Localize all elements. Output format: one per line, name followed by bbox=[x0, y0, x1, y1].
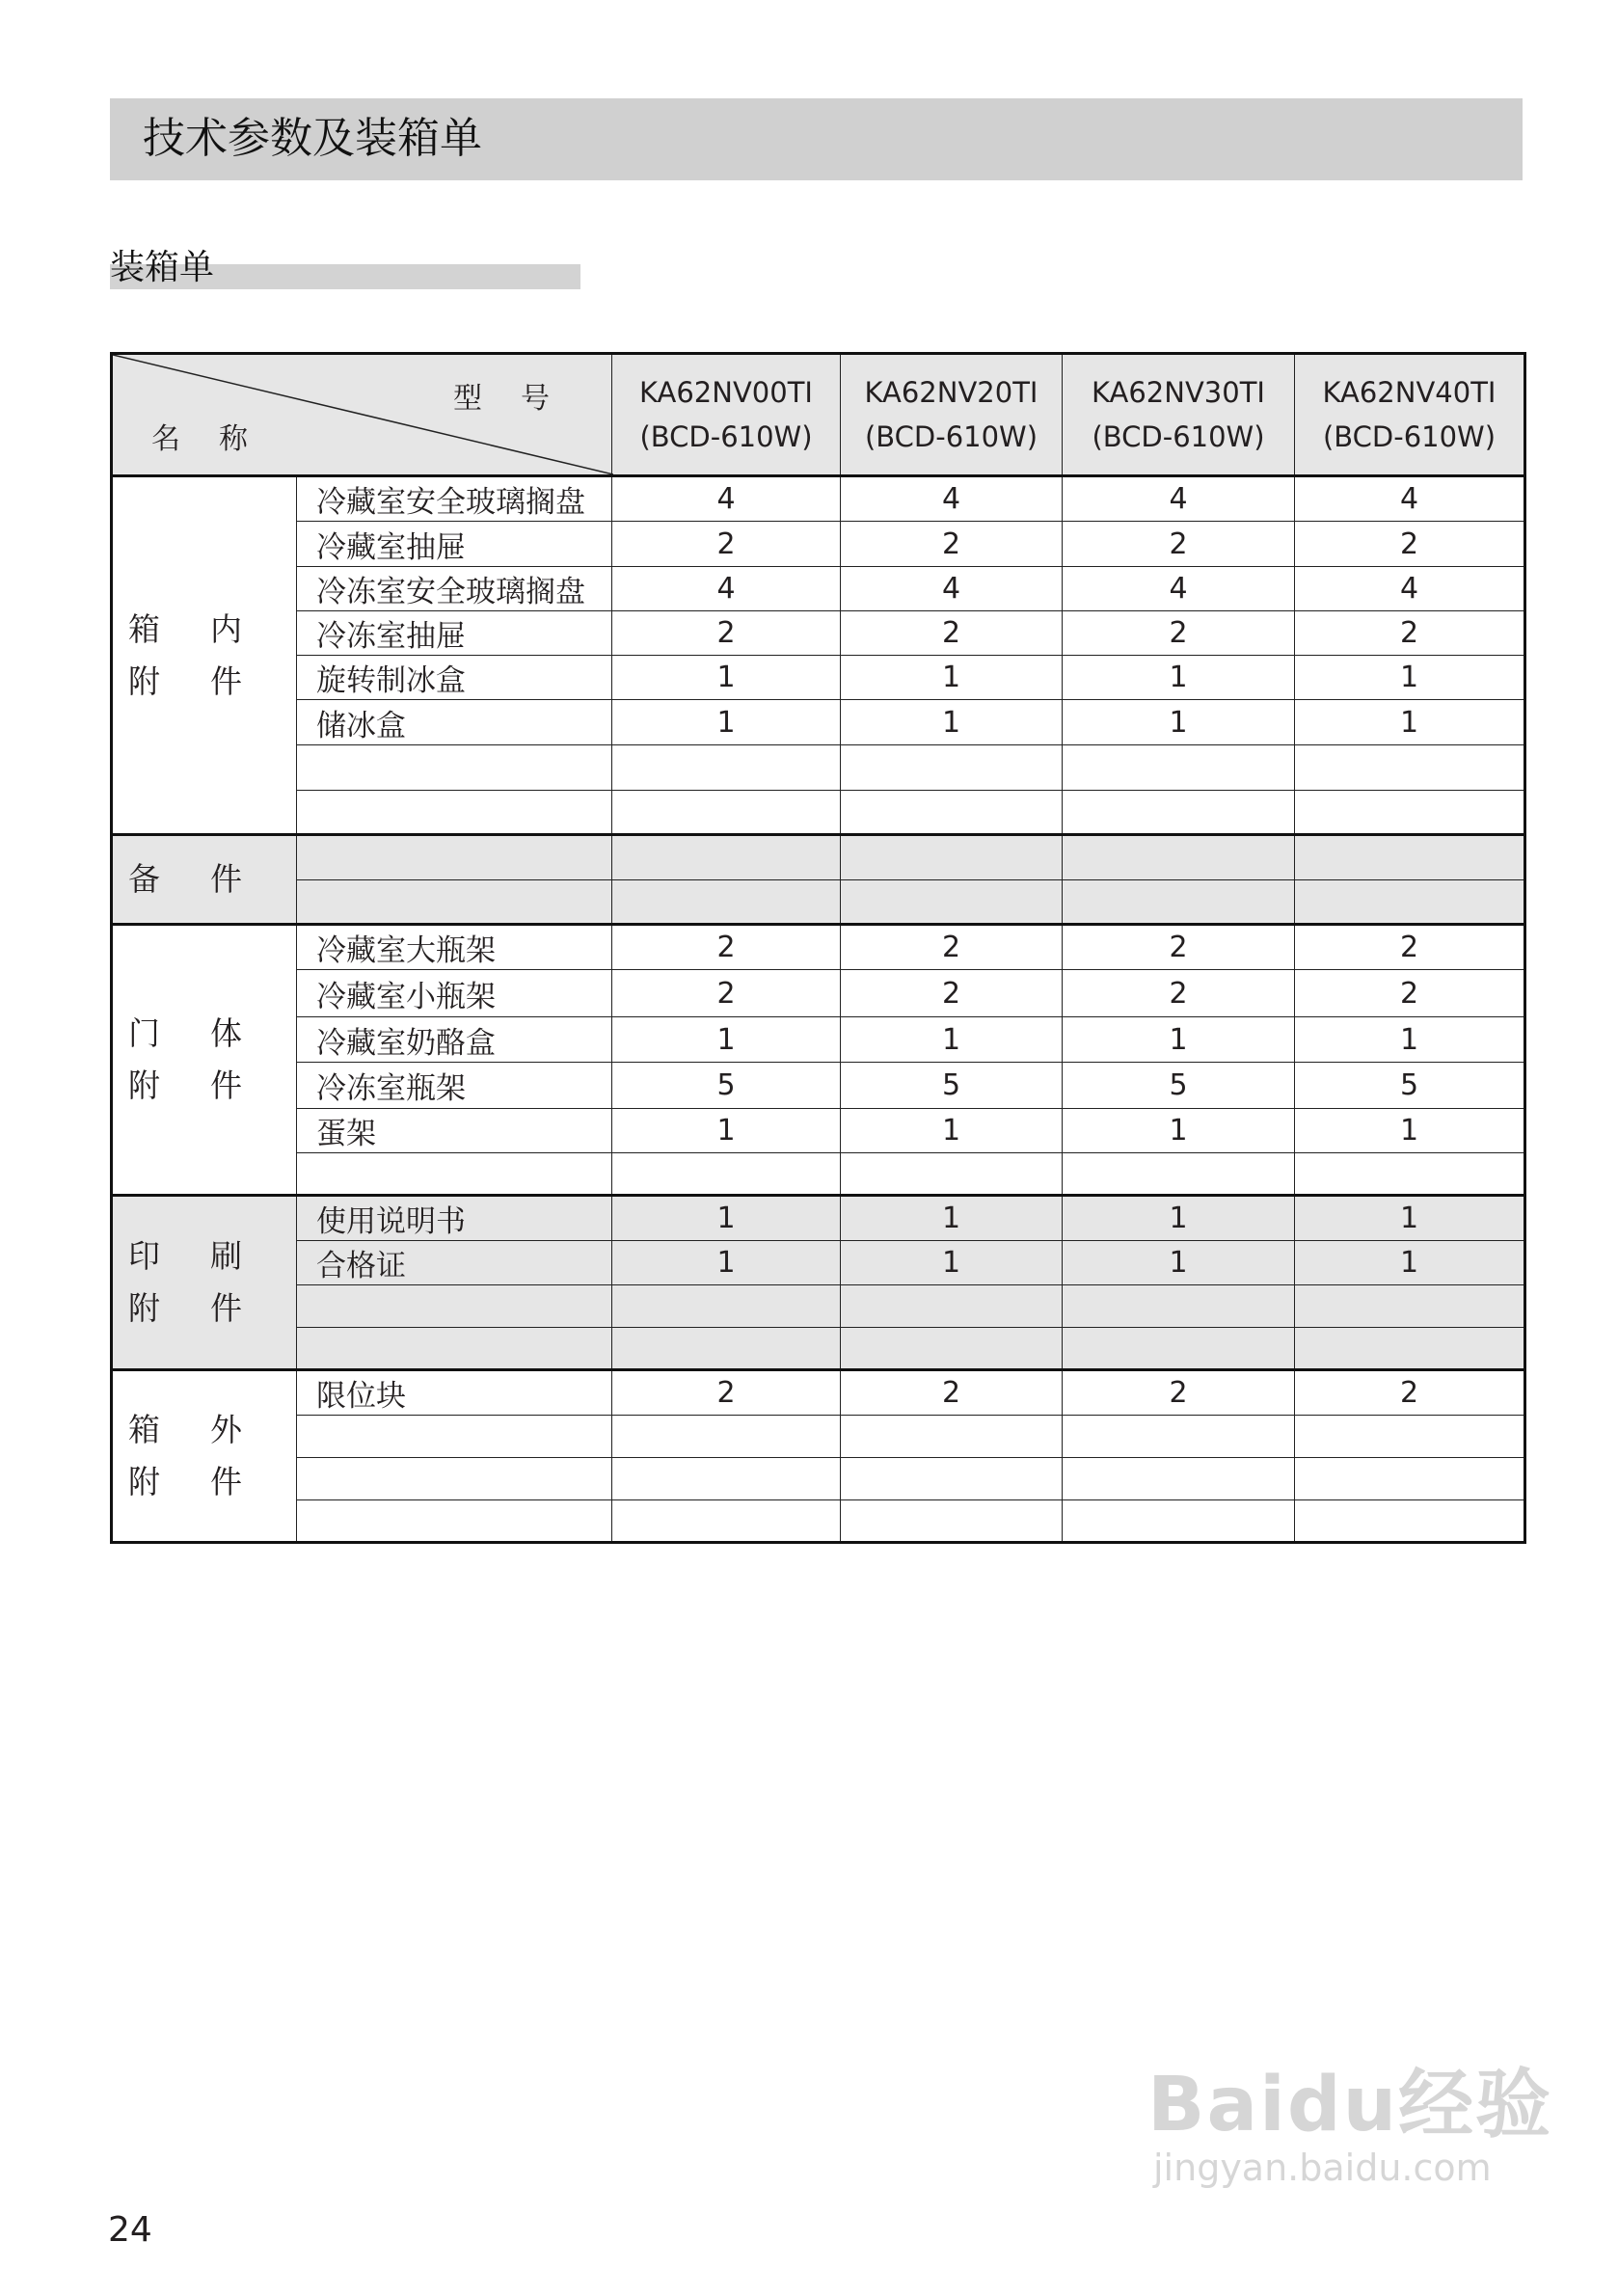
table-row bbox=[112, 970, 1525, 1017]
section-title: 装箱单 bbox=[110, 248, 215, 287]
group-label-char: 内 bbox=[210, 609, 242, 648]
group-label-char: 刷 bbox=[210, 1237, 242, 1275]
group-label bbox=[112, 1370, 297, 1543]
table-row bbox=[112, 1063, 1525, 1109]
quantity-cell: 1 bbox=[1295, 1196, 1525, 1241]
quantity-cell: 1 bbox=[841, 1196, 1063, 1241]
corner-header-cell bbox=[112, 354, 612, 476]
quantity-cell: 1 bbox=[841, 1241, 1063, 1285]
quantity-cell: 1 bbox=[841, 700, 1063, 745]
quantity-cell bbox=[612, 1285, 841, 1328]
item-name bbox=[297, 1458, 612, 1500]
item-name: 冷藏室大瓶架 bbox=[297, 925, 612, 970]
group-label bbox=[112, 925, 297, 1196]
quantity-cell: 1 bbox=[1063, 700, 1295, 745]
item-name bbox=[297, 835, 612, 880]
item-name bbox=[297, 880, 612, 925]
quantity-cell bbox=[1063, 1416, 1295, 1458]
quantity-cell: 4 bbox=[612, 567, 841, 611]
item-name: 使用说明书 bbox=[297, 1196, 612, 1241]
page-title: 技术参数及装箱单 bbox=[143, 114, 482, 163]
item-name: 蛋架 bbox=[297, 1109, 612, 1153]
table-row bbox=[112, 1285, 1525, 1328]
group-label bbox=[112, 476, 297, 835]
item-name: 冷藏室安全玻璃搁盘 bbox=[297, 476, 612, 522]
watermark-url: jingyan.baidu.com bbox=[1153, 2147, 1492, 2189]
table-row bbox=[112, 1416, 1525, 1458]
quantity-cell: 2 bbox=[1063, 1370, 1295, 1416]
page-number: 24 bbox=[108, 2210, 152, 2250]
quantity-cell bbox=[841, 835, 1063, 880]
quantity-cell bbox=[841, 1328, 1063, 1370]
quantity-cell: 2 bbox=[612, 611, 841, 656]
quantity-cell: 1 bbox=[612, 1196, 841, 1241]
group-label-line bbox=[128, 853, 296, 905]
item-name: 旋转制冰盒 bbox=[297, 656, 612, 700]
quantity-cell bbox=[1063, 1458, 1295, 1500]
table-row bbox=[112, 745, 1525, 791]
item-name: 限位块 bbox=[297, 1370, 612, 1416]
quantity-cell bbox=[1295, 1328, 1525, 1370]
quantity-cell: 4 bbox=[1063, 567, 1295, 611]
group-label-line bbox=[128, 1456, 296, 1508]
table-header-row bbox=[112, 354, 1525, 476]
quantity-cell: 2 bbox=[841, 970, 1063, 1017]
quantity-cell: 1 bbox=[841, 1017, 1063, 1063]
model-label: 型号 bbox=[453, 382, 588, 416]
item-name bbox=[297, 1328, 612, 1370]
group-label-char: 件 bbox=[210, 860, 242, 898]
group-label-line bbox=[128, 1060, 296, 1112]
table-row bbox=[112, 1017, 1525, 1063]
group-label-char: 附 bbox=[128, 1067, 160, 1104]
item-name: 冷冻室抽屉 bbox=[297, 611, 612, 656]
table-row bbox=[112, 1153, 1525, 1196]
quantity-cell: 2 bbox=[1063, 522, 1295, 567]
group-label-char: 件 bbox=[210, 1289, 242, 1327]
item-name: 冷冻室安全玻璃搁盘 bbox=[297, 567, 612, 611]
quantity-cell bbox=[841, 880, 1063, 925]
quantity-cell: 1 bbox=[1295, 1241, 1525, 1285]
group-label-char: 附 bbox=[128, 662, 160, 700]
quantity-cell bbox=[1295, 1285, 1525, 1328]
quantity-cell bbox=[612, 1153, 841, 1196]
quantity-cell: 2 bbox=[841, 1370, 1063, 1416]
quantity-cell: 1 bbox=[1063, 1109, 1295, 1153]
group-label-char: 件 bbox=[210, 662, 242, 700]
quantity-cell: 2 bbox=[612, 522, 841, 567]
model-header bbox=[1063, 354, 1295, 476]
item-name: 冷藏室奶酪盒 bbox=[297, 1017, 612, 1063]
quantity-cell bbox=[612, 1416, 841, 1458]
table-row bbox=[112, 522, 1525, 567]
model-header bbox=[612, 354, 841, 476]
table-row bbox=[112, 880, 1525, 925]
item-name bbox=[297, 791, 612, 835]
group-label bbox=[112, 1196, 297, 1370]
quantity-cell bbox=[1063, 1153, 1295, 1196]
model-spec: (BCD-610W) bbox=[639, 420, 813, 453]
quantity-cell bbox=[612, 880, 841, 925]
quantity-cell bbox=[1063, 1328, 1295, 1370]
quantity-cell: 1 bbox=[1063, 1017, 1295, 1063]
quantity-cell: 2 bbox=[1295, 970, 1525, 1017]
table-row bbox=[112, 1370, 1525, 1416]
group-label-char: 附 bbox=[128, 1289, 160, 1327]
quantity-cell bbox=[1063, 835, 1295, 880]
group-label-char: 外 bbox=[210, 1411, 242, 1448]
name-label: 名称 bbox=[151, 422, 286, 456]
group-label bbox=[112, 835, 297, 925]
quantity-cell: 1 bbox=[1295, 1017, 1525, 1063]
quantity-cell bbox=[841, 791, 1063, 835]
quantity-cell: 5 bbox=[1063, 1063, 1295, 1109]
quantity-cell: 2 bbox=[1295, 522, 1525, 567]
quantity-cell: 1 bbox=[612, 1109, 841, 1153]
quantity-cell: 2 bbox=[841, 611, 1063, 656]
quantity-cell: 2 bbox=[841, 925, 1063, 970]
watermark-logo: Baidu经验 bbox=[1147, 2062, 1553, 2148]
quantity-cell: 5 bbox=[612, 1063, 841, 1109]
quantity-cell bbox=[841, 1416, 1063, 1458]
quantity-cell bbox=[612, 1458, 841, 1500]
watermark bbox=[1147, 2064, 1552, 2189]
group-label-char: 箱 bbox=[128, 1411, 160, 1448]
quantity-cell: 1 bbox=[1295, 700, 1525, 745]
quantity-cell: 2 bbox=[1063, 611, 1295, 656]
quantity-cell: 1 bbox=[612, 1017, 841, 1063]
quantity-cell: 1 bbox=[841, 656, 1063, 700]
item-name bbox=[297, 1500, 612, 1543]
table-row bbox=[112, 1241, 1525, 1285]
model-code: KA62NV00TI bbox=[639, 376, 813, 409]
quantity-cell bbox=[1063, 745, 1295, 791]
item-name bbox=[297, 1153, 612, 1196]
item-name: 储冰盒 bbox=[297, 700, 612, 745]
quantity-cell bbox=[612, 1500, 841, 1543]
item-name: 冷冻室瓶架 bbox=[297, 1063, 612, 1109]
table-row bbox=[112, 835, 1525, 880]
packing-list-table bbox=[110, 352, 1526, 1544]
table-row bbox=[112, 1500, 1525, 1543]
model-spec: (BCD-610W) bbox=[1092, 420, 1265, 453]
quantity-cell bbox=[612, 745, 841, 791]
item-name bbox=[297, 1416, 612, 1458]
item-name bbox=[297, 745, 612, 791]
table-row bbox=[112, 476, 1525, 522]
model-spec: (BCD-610W) bbox=[1322, 420, 1497, 453]
quantity-cell: 1 bbox=[612, 656, 841, 700]
group-label-char: 附 bbox=[128, 1463, 160, 1500]
quantity-cell: 2 bbox=[1063, 925, 1295, 970]
quantity-cell: 4 bbox=[1295, 476, 1525, 522]
quantity-cell: 4 bbox=[612, 476, 841, 522]
quantity-cell bbox=[841, 1458, 1063, 1500]
group-label-char: 备 bbox=[128, 860, 160, 898]
model-header bbox=[841, 354, 1063, 476]
quantity-cell: 1 bbox=[1063, 656, 1295, 700]
quantity-cell bbox=[612, 791, 841, 835]
item-name bbox=[297, 1285, 612, 1328]
quantity-cell: 2 bbox=[1063, 970, 1295, 1017]
quantity-cell bbox=[1295, 1458, 1525, 1500]
item-name: 冷藏室小瓶架 bbox=[297, 970, 612, 1017]
quantity-cell bbox=[1063, 791, 1295, 835]
quantity-cell: 1 bbox=[1063, 1241, 1295, 1285]
table-row bbox=[112, 567, 1525, 611]
model-spec: (BCD-610W) bbox=[864, 420, 1038, 453]
quantity-cell: 2 bbox=[1295, 611, 1525, 656]
table-row bbox=[112, 791, 1525, 835]
table-row bbox=[112, 1458, 1525, 1500]
table-row bbox=[112, 1328, 1525, 1370]
group-label-line bbox=[128, 1283, 296, 1335]
group-label-line bbox=[128, 1404, 296, 1456]
quantity-cell bbox=[1295, 835, 1525, 880]
quantity-cell bbox=[612, 1328, 841, 1370]
group-label-char: 门 bbox=[128, 1014, 160, 1052]
quantity-cell: 2 bbox=[612, 1370, 841, 1416]
group-label-char: 件 bbox=[210, 1463, 242, 1500]
quantity-cell bbox=[1295, 1153, 1525, 1196]
quantity-cell: 1 bbox=[612, 1241, 841, 1285]
quantity-cell bbox=[1295, 791, 1525, 835]
group-label-line bbox=[128, 1230, 296, 1283]
quantity-cell: 2 bbox=[1295, 925, 1525, 970]
quantity-cell: 1 bbox=[1295, 656, 1525, 700]
quantity-cell: 2 bbox=[1295, 1370, 1525, 1416]
table-row bbox=[112, 925, 1525, 970]
table-row bbox=[112, 700, 1525, 745]
table-row bbox=[112, 1196, 1525, 1241]
group-label-char: 件 bbox=[210, 1067, 242, 1104]
table-row bbox=[112, 611, 1525, 656]
quantity-cell: 4 bbox=[841, 476, 1063, 522]
quantity-cell bbox=[1295, 1500, 1525, 1543]
item-name: 冷藏室抽屉 bbox=[297, 522, 612, 567]
model-code: KA62NV20TI bbox=[864, 376, 1038, 409]
quantity-cell bbox=[1295, 1416, 1525, 1458]
quantity-cell: 4 bbox=[841, 567, 1063, 611]
quantity-cell: 2 bbox=[612, 925, 841, 970]
page-title-bar bbox=[110, 98, 1523, 180]
group-label-line bbox=[128, 1008, 296, 1060]
group-label-char: 印 bbox=[128, 1237, 160, 1275]
quantity-cell: 1 bbox=[612, 700, 841, 745]
model-code: KA62NV30TI bbox=[1092, 376, 1265, 409]
model-code: KA62NV40TI bbox=[1322, 376, 1497, 409]
quantity-cell: 2 bbox=[612, 970, 841, 1017]
item-name: 合格证 bbox=[297, 1241, 612, 1285]
quantity-cell bbox=[841, 1500, 1063, 1543]
quantity-cell: 4 bbox=[1063, 476, 1295, 522]
table-row bbox=[112, 1109, 1525, 1153]
quantity-cell: 5 bbox=[1295, 1063, 1525, 1109]
quantity-cell: 4 bbox=[1295, 567, 1525, 611]
quantity-cell: 5 bbox=[841, 1063, 1063, 1109]
model-header bbox=[1295, 354, 1525, 476]
quantity-cell bbox=[841, 1285, 1063, 1328]
group-label-line bbox=[128, 656, 296, 708]
quantity-cell: 1 bbox=[1295, 1109, 1525, 1153]
quantity-cell bbox=[1295, 880, 1525, 925]
quantity-cell bbox=[841, 1153, 1063, 1196]
quantity-cell bbox=[1063, 1500, 1295, 1543]
quantity-cell bbox=[612, 835, 841, 880]
quantity-cell bbox=[1295, 745, 1525, 791]
group-label-char: 箱 bbox=[128, 609, 160, 648]
group-label-line bbox=[128, 604, 296, 656]
quantity-cell: 2 bbox=[841, 522, 1063, 567]
table-row bbox=[112, 656, 1525, 700]
group-label-char: 体 bbox=[210, 1014, 242, 1052]
quantity-cell bbox=[1063, 1285, 1295, 1328]
quantity-cell bbox=[841, 745, 1063, 791]
quantity-cell: 1 bbox=[1063, 1196, 1295, 1241]
quantity-cell: 1 bbox=[841, 1109, 1063, 1153]
quantity-cell bbox=[1063, 880, 1295, 925]
